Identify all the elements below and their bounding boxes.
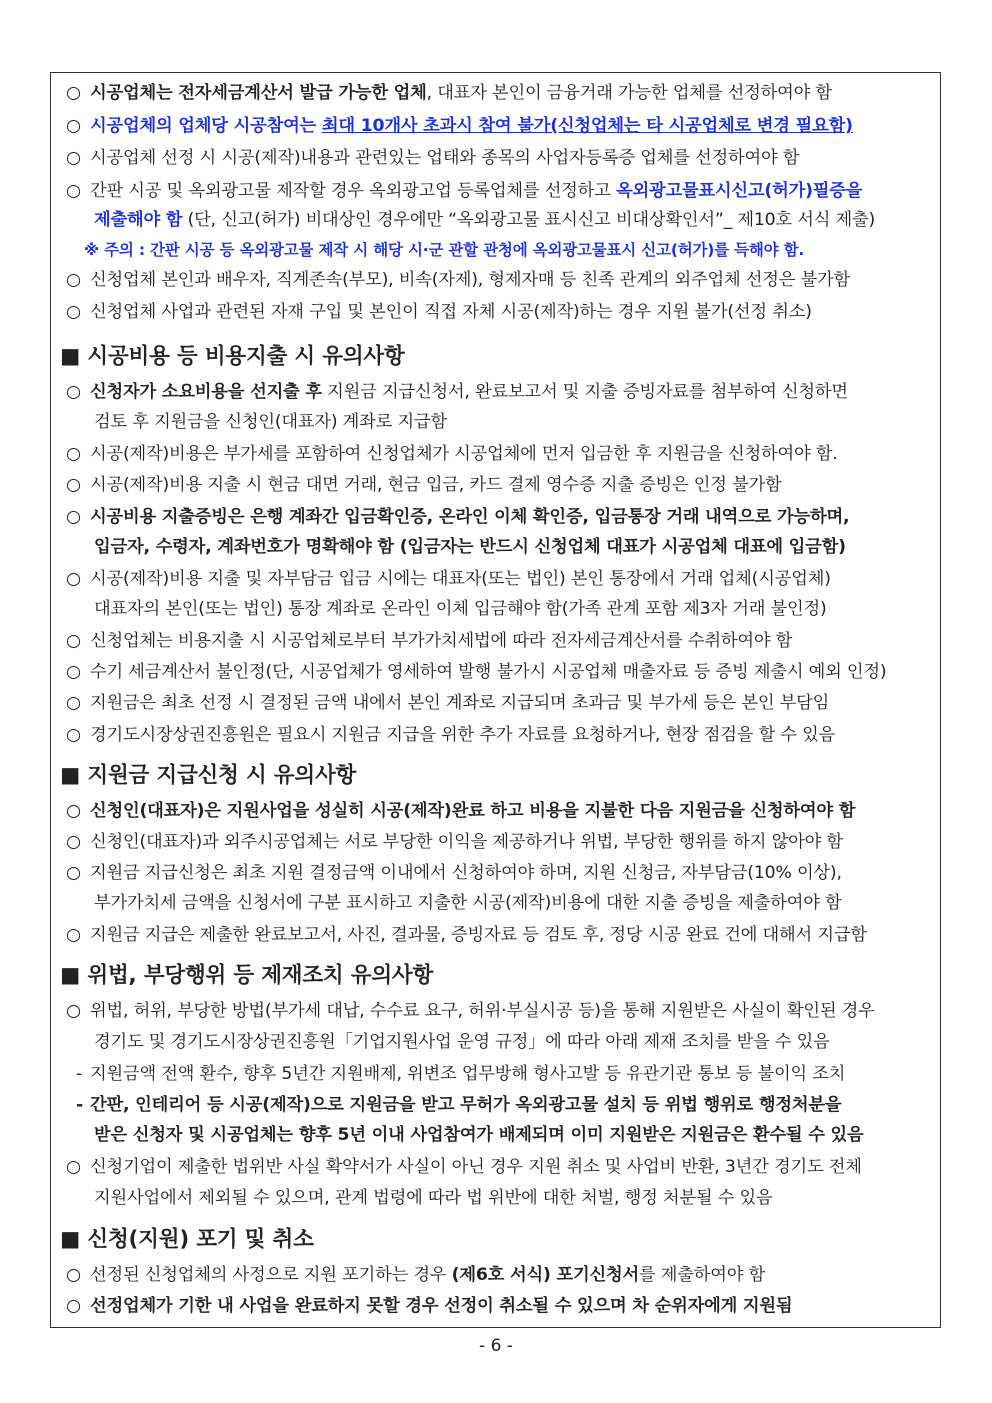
heading-marker: ■ xyxy=(60,763,81,788)
note-line: ※ 주의 : 간판 시공 등 옥외광고물 제작 시 해당 시·군 관할 관청에 옥외광고물표시 신고(허가)를 득해야 함. xyxy=(84,241,805,259)
bullet-marker: ○ xyxy=(66,270,81,290)
bullet-marker: ○ xyxy=(66,116,81,136)
bullet-marker: ○ xyxy=(66,569,81,589)
list-item: ○ 위법, 허위, 부당한 방법(부가세 대납, 수수료 요구, 허위·부실시공 등)을 통해 지원받은 사실이 확인된 경우 xyxy=(66,1001,875,1021)
list-item: ○ 시공비용 지출증빙은 은행 계좌간 입금확인증, 온라인 이체 확인증, 입금통장 거래 내역으로 가능하며, xyxy=(66,507,850,527)
list-item-continuation: 입금자, 수령자, 계좌번호가 명확해야 함 (입금자는 반드시 신청업체 대표가 시공업체 대표에 입금함) xyxy=(94,537,846,557)
list-item: ○ 신청업체 본인과 배우자, 직계존속(부모), 비속(자제), 형제자매 등 친족 관계의 외주업체 선정은 불가함 xyxy=(66,270,851,290)
bullet-marker: ○ xyxy=(66,925,81,945)
list-item-continuation: 대표자의 본인(또는 법인) 통장 계좌로 온라인 이체 입금해야 함(가족 관계 포함 제3자 거래 불인정) xyxy=(94,599,827,619)
bullet-marker: ○ xyxy=(66,863,81,883)
list-item-continuation: 부가가치세 금액을 신청서에 구분 표시하고 지출한 시공(제작)비용에 대한 지출 증빙을 제출하여야 함 xyxy=(94,893,842,913)
bullet-marker: ○ xyxy=(66,832,81,852)
section-heading: ■ 위법, 부당행위 등 제재조치 유의사항 xyxy=(60,963,434,988)
dash-item: - 지원금액 전액 환수, 향후 5년간 지원배제, 위변조 업무방해 형사고발 등 유관기관 통보 등 불이익 조치 xyxy=(76,1064,846,1084)
bullet-marker: ○ xyxy=(66,631,81,651)
dash-item: - 간판, 인테리어 등 시공(제작)으로 지원금을 받고 무허가 옥외광고물 설치 등 위법 행위로 행정처분을 xyxy=(76,1095,842,1115)
list-item: ○ 신청기업이 제출한 법위반 사실 확약서가 사실이 아닌 경우 지원 취소 및 사업비 반환, 3년간 경기도 전체 xyxy=(66,1157,862,1177)
list-item: ○ 시공업체의 업체당 시공참여는 최대 10개사 초과시 참여 불가(신청업체는 타 시공업체로 변경 필요함) xyxy=(66,116,853,136)
bullet-marker: ○ xyxy=(66,725,81,745)
list-item: ○ 신청업체는 비용지출 시 시공업체로부터 부가가치세법에 따라 전자세금계산서를 수취하여야 함 xyxy=(66,631,793,651)
heading-marker: ■ xyxy=(60,344,81,369)
heading-marker: ■ xyxy=(60,963,81,988)
dash-marker: - xyxy=(76,1095,83,1115)
heading-marker: ■ xyxy=(60,1227,81,1252)
list-item-continuation: 검토 후 지원금을 신청인(대표자) 계좌로 지급함 xyxy=(94,412,447,432)
bullet-marker: ○ xyxy=(66,1265,81,1285)
list-item: ○ 신청인(대표자)과 외주시공업체는 서로 부당한 이익을 제공하거나 위법, 부당한 행위를 하지 않아야 함 xyxy=(66,832,843,852)
dash-item-continuation: 받은 신청자 및 시공업체는 향후 5년 이내 사업참여가 배제되며 이미 지원받은 지원금은 환수될 수 있음 xyxy=(94,1125,864,1145)
list-item: ○ 지원금은 최초 선정 시 결정된 금액 내에서 본인 계좌로 지급되며 초과금 및 부가세 등은 본인 부담임 xyxy=(66,693,830,713)
list-item-continuation: 지원사업에서 제외될 수 있으며, 관계 법령에 따라 법 위반에 대한 처벌, 행정 처분될 수 있음 xyxy=(94,1188,773,1208)
list-item: ○ 선정업체가 기한 내 사업을 완료하지 못할 경우 선정이 취소될 수 있으며 차 순위자에게 지원됨 xyxy=(66,1296,793,1316)
list-item: ○ 시공(제작)비용 지출 시 현금 대면 거래, 현금 입금, 카드 결제 영수증 지출 증빙은 인정 불가함 xyxy=(66,475,782,495)
bullet-marker: ○ xyxy=(66,1157,81,1177)
bullet-marker: ○ xyxy=(66,181,81,201)
list-item: ○ 시공업체는 전자세금계산서 발급 가능한 업체, 대표자 본인이 금융거래 가능한 업체를 선정하여야 함 xyxy=(66,83,832,103)
bullet-marker: ○ xyxy=(66,83,81,103)
bullet-marker: ○ xyxy=(66,475,81,495)
list-item-continuation: 경기도 및 경기도시장상권진흥원「기업지원사업 운영 규정」에 따라 아래 제재 조치를 받을 수 있음 xyxy=(94,1032,830,1052)
bullet-marker: ○ xyxy=(66,693,81,713)
list-item: ○ 신청업체 사업과 관련된 자재 구입 및 본인이 직접 자체 시공(제작)하는 경우 지원 불가(선정 취소) xyxy=(66,302,812,322)
list-item-continuation: 제출해야 함 (단, 신고(허가) 비대상인 경우에만 “옥외광고물 표시신고 비대상확인서”_ 제10호 서식 제출) xyxy=(94,210,876,230)
list-item: ○ 지원금 지급은 제출한 완료보고서, 사진, 결과물, 증빙자료 등 검토 후, 정당 시공 완료 건에 대해서 지급함 xyxy=(66,925,867,945)
section-heading: ■ 지원금 지급신청 시 유의사항 xyxy=(60,763,357,788)
bullet-marker: ○ xyxy=(66,148,81,168)
bullet-marker: ○ xyxy=(66,382,81,402)
section-heading: ■ 신청(지원) 포기 및 취소 xyxy=(60,1227,314,1252)
list-item: ○ 시공(제작)비용 지출 및 자부담금 입금 시에는 대표자(또는 법인) 본인 통장에서 거래 업체(시공업체) xyxy=(66,569,831,589)
note-marker: ※ xyxy=(84,241,99,259)
list-item: ○ 시공업체 선정 시 시공(제작)내용과 관련있는 업태와 종목의 사업자등록증 업체를 선정하여야 함 xyxy=(66,148,800,168)
list-item: ○ 신청자가 소요비용을 선지출 후 지원금 지급신청서, 완료보고서 및 지출 증빙자료를 첨부하여 신청하면 xyxy=(66,382,848,402)
bullet-marker: ○ xyxy=(66,444,81,464)
list-item: ○ 선정된 신청업체의 사정으로 지원 포기하는 경우 (제6호 서식) 포기신청서를 제출하여야 함 xyxy=(66,1265,765,1285)
list-item: ○ 시공(제작)비용은 부가세를 포함하여 신청업체가 시공업체에 먼저 입금한 후 지원금을 신청하여야 함. xyxy=(66,444,838,464)
list-item: ○ 경기도시장상권진흥원은 필요시 지원금 지급을 위한 추가 자료를 요청하거나, 현장 점검을 할 수 있음 xyxy=(66,725,836,745)
page-number: - 6 - xyxy=(479,1336,513,1356)
list-item: ○ 간판 시공 및 옥외광고물 제작할 경우 옥외광고업 등록업체를 선정하고 옥외광고물표시신고(허가)필증을 xyxy=(66,181,863,201)
section-heading: ■ 시공비용 등 비용지출 시 유의사항 xyxy=(60,344,405,369)
dash-marker: - xyxy=(76,1064,83,1084)
list-item: ○ 신청인(대표자)은 지원사업을 성실히 시공(제작)완료 하고 비용을 지불한 다음 지원금을 신청하여야 함 xyxy=(66,801,856,821)
bullet-marker: ○ xyxy=(66,801,81,821)
bullet-marker: ○ xyxy=(66,302,81,322)
bullet-marker: ○ xyxy=(66,662,81,682)
list-item: ○ 수기 세금계산서 불인정(단, 시공업체가 영세하여 발행 불가시 시공업체 매출자료 등 증빙 제출시 예외 인정) xyxy=(66,662,887,682)
bullet-marker: ○ xyxy=(66,507,81,527)
bullet-marker: ○ xyxy=(66,1296,81,1316)
list-item: ○ 지원금 지급신청은 최초 지원 결정금액 이내에서 신청하여야 하며, 지원 신청금, 자부담금(10% 이상), xyxy=(66,863,842,883)
bullet-marker: ○ xyxy=(66,1001,81,1021)
